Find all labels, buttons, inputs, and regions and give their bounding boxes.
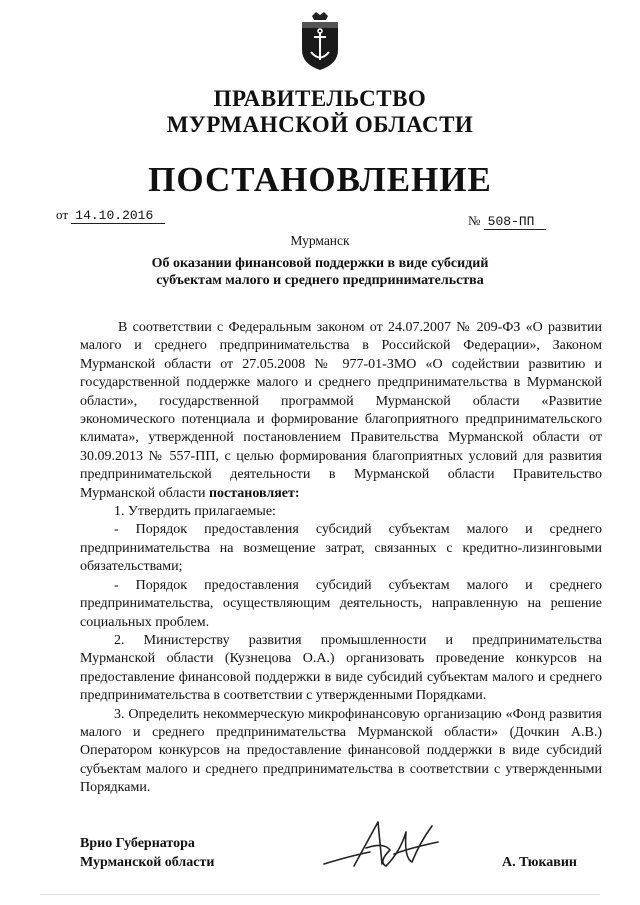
document-body	[80, 319, 602, 798]
item-3: 3. Определить некоммерческую микрофинансовую организацию «Фонд развития малого и среднего предпринимательства Мурманской области» (Дочкин А.В.) Оператором конкурсов на предоставление финансовой поддержки в виде субсидий субъектам малого и среднего предпринимательства в соответствии с утвержденными Порядками.	[80, 706, 602, 796]
item-2: 2. Министерству развития промышленности и предпринимательства Мурманской области (Кузнецова О.А.) организовать проведение конкурсов на предоставление финансовой поддержки в виде субсидий субъектам малого и среднего предпринимательства в соответствии с утвержденными Порядками.	[80, 632, 602, 704]
document-subject	[60, 255, 580, 289]
document-number-row	[468, 213, 546, 229]
preamble-text: В соответствии с Федеральным законом от 24.07.2007 № 209-ФЗ «О развитии малого и среднего предпринимательства в Российской Федерации», Законом Мурманской области от 27.05.2008 № 977-01-ЗМО «О содействии развитию и государственной поддержке малого и среднего предпринимательства в Мурманской области», государственной программой Мурманской области «Развитие экономического потенциала и формирование благоприятного предпринимательского климата», утвержденной постановлением Правительства Мурманской области от 30.09.2013 № 557-ПП, с целью формирования благоприятных условий для развития предпринимательской деятельности в Мурманской области Правительство Мурманской области	[80, 320, 602, 501]
date-prefix: от	[56, 207, 69, 222]
document-type: ПОСТАНОВЛЕНИЕ	[148, 160, 492, 199]
signatory-title	[80, 835, 214, 872]
government-title: ПРАВИТЕЛЬСТВО	[213, 86, 427, 111]
item-1b: - Порядок предоставления субсидий субъектам малого и среднего предпринимательства, осуществляющим деятельность, направленную на решение социальных проблем.	[80, 577, 602, 630]
number-prefix: №	[468, 213, 481, 228]
document-date: 14.10.2016	[71, 208, 165, 224]
preamble-paragraph	[80, 319, 602, 503]
signatory-name: А. Тюкавин	[502, 855, 577, 870]
document-city: Мурманск	[290, 233, 350, 248]
document-number: 508-ПП	[484, 214, 547, 230]
document-date-row	[56, 207, 165, 223]
handwritten-signature	[320, 812, 440, 878]
subject-line: Об оказании финансовой поддержки в виде субсидий	[151, 256, 489, 271]
decree-verb: постановляет:	[208, 485, 300, 501]
government-region: МУРМАНСКОЙ ОБЛАСТИ	[166, 112, 474, 137]
signatory-title-line: Мурманской области	[80, 854, 215, 870]
coat-of-arms-icon	[290, 8, 350, 72]
item-1a: - Порядок предоставления субсидий субъектам малого и среднего предпринимательства на возмещение затрат, связанных с кредитно-лизинговыми обязательствами;	[80, 522, 602, 575]
page-bottom-rule	[40, 894, 600, 895]
item-1: 1. Утвердить прилагаемые:	[114, 504, 276, 520]
signatory-title-line: Врио Губернатора	[80, 836, 195, 851]
subject-line: субъектам малого и среднего предпринимательства	[156, 273, 484, 288]
